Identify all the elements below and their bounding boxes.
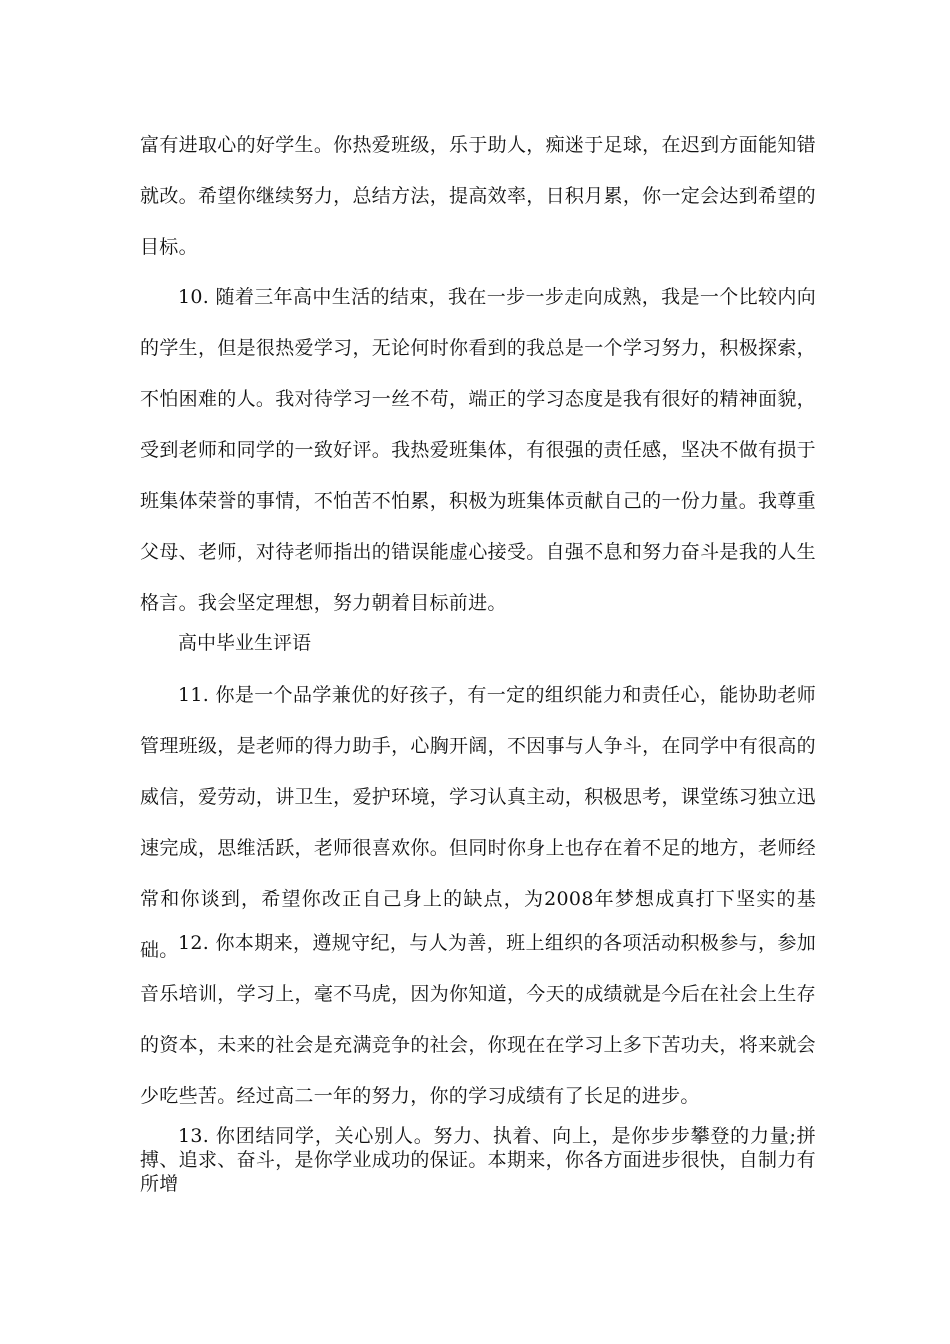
paragraph-11: 11. 你是一个品学兼优的好孩子，有一定的组织能力和责任心，能协助老师管理班级，是老师的得力助手，心胸开阔，不因事与人争斗，在同学中有很高的威信，爱劳动，讲卫生，爱护环境，学习认真主动，积极思考，课堂练习独立迅速完成，思维活跃，老师很喜欢你。但同时你身上也存在着不足的地方，老师经常和你谈到，希望你改正自己身上的缺点，为2008年梦想成真打下坚实的基础。 <box>140 684 816 961</box>
paragraph-continued: 富有进取心的好学生。你热爱班级，乐于助人，痴迷于足球，在迟到方面能知错就改。希望你继续努力，总结方法，提高效率，日积月累，你一定会达到希望的目标。 <box>140 134 816 258</box>
paragraph-10: 10. 随着三年高中生活的结束，我在一步一步走向成熟，我是一个比较内向的学生，但是很热爱学习，无论何时你看到的我总是一个学习努力，积极探索，不怕困难的人。我对待学习一丝不苟，端正的学习态度是我有很好的精神面貌，受到老师和同学的一致好评。我热爱班集体，有很强的责任感，坚决不做有损于班集体荣誉的事情，不怕苦不怕累，积极为班集体贡献自己的一份力量。我尊重父母、老师，对待老师指出的错误能虚心接受。自强不息和努力奋斗是我的人生格言。我会坚定理想，努力朝着目标前进。 <box>140 286 816 614</box>
paragraph-13: 13. 你团结同学，关心别人。努力、执着、向上，是你步步攀登的力量;拼搏、追求、奋斗，是你学业成功的保证。本期来，你各方面进步很快，自制力有所增 <box>140 1125 816 1195</box>
section-heading: 高中毕业生评语 <box>178 632 312 654</box>
paragraph-12: 12. 你本期来，遵规守纪，与人为善，班上组织的各项活动积极参与，参加音乐培训，学习上，毫不马虎，因为你知道，今天的成绩就是今后在社会上生存的资本，未来的社会是充满竞争的社会，你现在在学习上多下苦功夫，将来就会少吃些苦。经过高二一年的努力，你的学习成绩有了长足的进步。 <box>140 932 816 1107</box>
